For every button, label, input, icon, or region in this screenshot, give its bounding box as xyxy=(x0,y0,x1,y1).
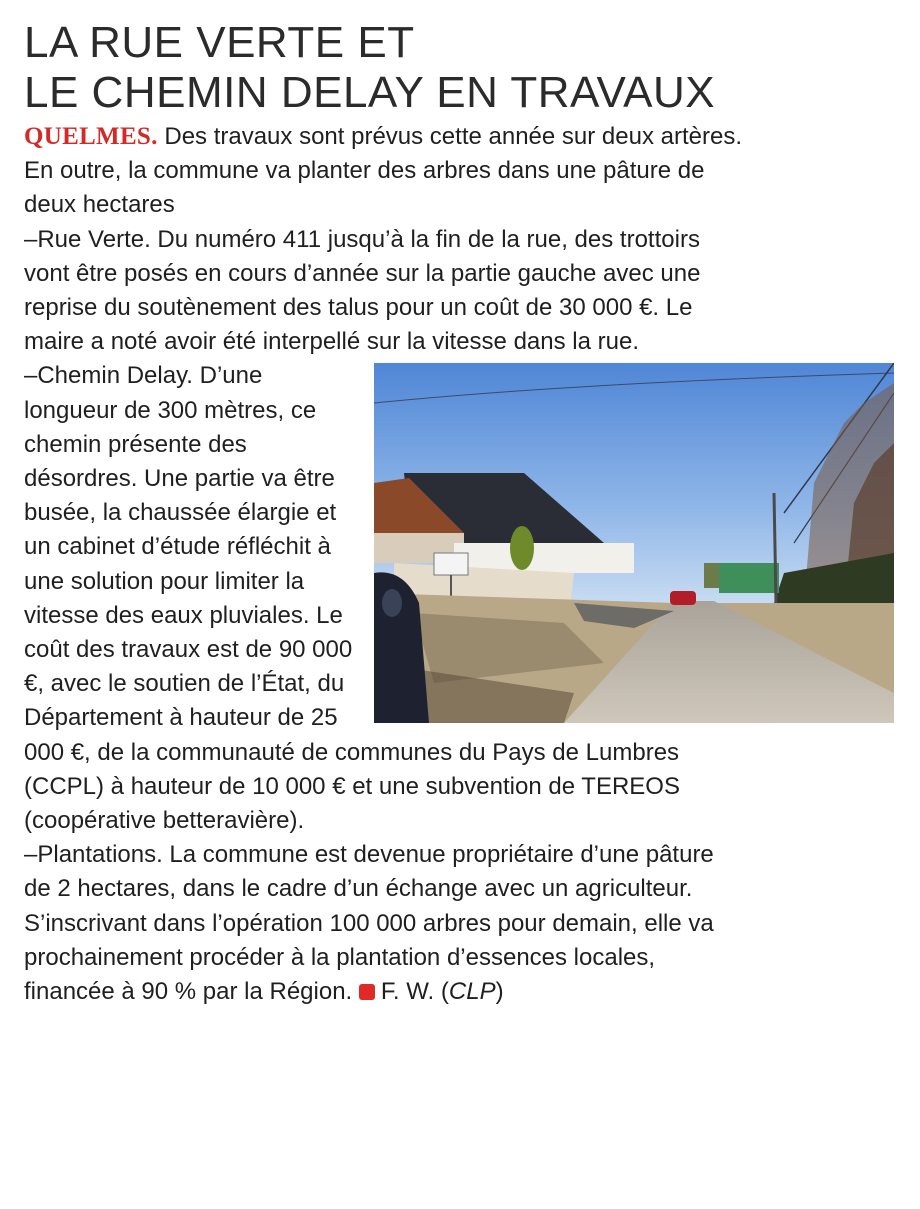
headline-line-2: LE CHEMIN DELAY EN TRAVAUX xyxy=(24,68,716,117)
article xyxy=(24,18,744,1009)
intro-paragraph xyxy=(24,120,744,223)
street-photo-illustration xyxy=(374,363,894,723)
rue-verte-paragraph: –Rue Verte. Du numéro 411 jusqu’à la fin de la rue, des trottoirs vont être posés en cours d’année sur la partie gauche avec une reprise du soutènement des talus pour un coût de 30 000 €. Le maire a noté avoir été interpellé sur la vitesse dans la rue. xyxy=(24,225,701,356)
signature-square-icon xyxy=(359,984,375,1000)
kicker-location: QUELMES. xyxy=(24,123,158,150)
signature-close: ) xyxy=(495,978,504,1006)
article-body xyxy=(24,120,744,1009)
headline xyxy=(24,18,744,118)
signature-author: F. W. ( xyxy=(380,978,449,1006)
intro-text: Des travaux sont prévus cette année sur deux artères. En outre, la commune va planter des arbres dans une pâture de deux hectares xyxy=(24,123,742,219)
headline-line-1: LA RUE VERTE ET xyxy=(24,18,415,67)
chemin-delay-paragraph: –Chemin Delay. D’une longueur de 300 mètres, ce chemin présente des désordres. Une partie va être busée, la chaussée élargie et un cabinet d’étude réfléchit à une solution pour limiter la vitesse des eaux pluviales. Le coût des travaux est de 90 000 €, avec le soutien de l’État, du Département à hauteur de 25 000 €, de la communauté de communes du Pays de Lumbres (CCPL) à hauteur de 10 000 € et une subvention de TEREOS (coopérative betteravière). xyxy=(24,362,680,835)
street-photo xyxy=(374,363,894,723)
signature-source: CLP xyxy=(448,978,496,1006)
plantations-paragraph xyxy=(24,838,744,1009)
plantations-text: –Plantations. La commune est devenue propriétaire d’une pâture de 2 hectares, dans le cadre d’un échange avec un agriculteur. S’inscrivant dans l’opération 100 000 arbres pour demain, elle va prochainement procéder à la plantation d’essences locales, financée à 90 % par la Région. xyxy=(24,841,714,1006)
